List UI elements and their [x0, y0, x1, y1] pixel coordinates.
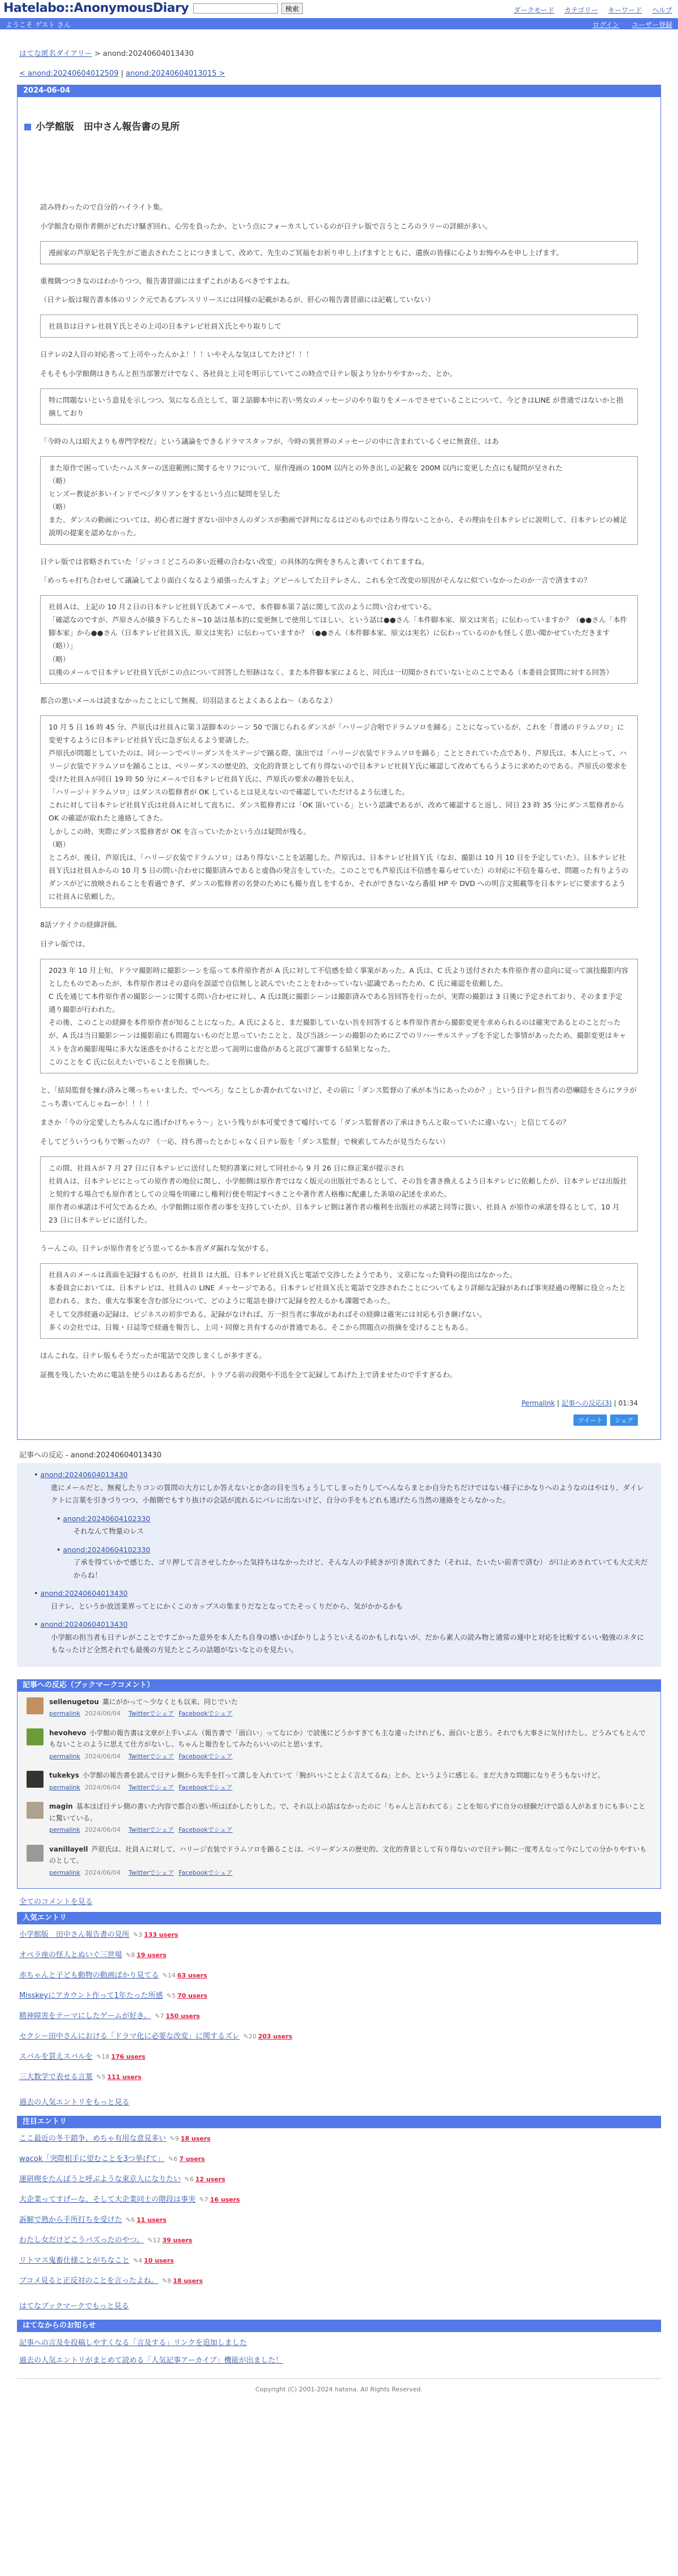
- entry-nav: [19, 69, 661, 78]
- entry-list-item: [19, 2010, 659, 2031]
- bullet-icon: •: [56, 1514, 63, 1523]
- bookmark-meta: [49, 1708, 238, 1719]
- entry-paragraph: 重複隅つつきなのはわかりつつ、報告書冒頭にはまずこれがあるべきですよね。: [40, 276, 294, 285]
- entry-list-item: [19, 2255, 659, 2275]
- bookmark-user[interactable]: hevohevo: [49, 1728, 86, 1737]
- comment-icon: ✎: [164, 1992, 172, 2000]
- response-link[interactable]: anond:20240604013430: [40, 1620, 128, 1629]
- bookmark-content: [49, 1801, 651, 1835]
- twitter-share-link[interactable]: Twitterでシェア: [128, 1752, 175, 1760]
- bookmark-users[interactable]: 19 users: [136, 1951, 167, 1959]
- comment-icon: ✎: [131, 2257, 138, 2265]
- comment-count-value: 6: [189, 2176, 194, 2184]
- bookmark-users[interactable]: 150 users: [166, 2012, 200, 2020]
- share-buttons: [18, 1414, 638, 1426]
- info-heading: はてなからのお知らせ: [17, 2320, 661, 2332]
- entry-paragraph: 小学館含む原作者側がどれだけ騒ぎ回れ、心労を負ったか、という点にフォーカスしているのが日テレ版で言うところのラリーの詳細が多い。: [40, 221, 492, 230]
- darkmode-link[interactable]: ダークモード: [514, 6, 554, 14]
- nav-sep: |: [118, 69, 126, 78]
- bookmark-item: [27, 1770, 651, 1793]
- bookmark-users[interactable]: 39 users: [162, 2237, 193, 2245]
- entry-list-title[interactable]: スバルを買えスバルを: [19, 2053, 93, 2062]
- quote-line: （略）: [49, 654, 70, 663]
- response-head: [28, 1618, 650, 1631]
- entry-paragraph: 都合の悪いメールは読まなかったことにして無視、切羽詰まるとよくあるよね～（あるなよ）: [40, 696, 337, 705]
- entry-paragraph: まさか「今の分定愛したちみんなに逃げかけちゃう～」という残りが本可愛できて嘘付いてる「ダンス監督者の了承はきちんと取っていたに違いない」と信じてるの？: [40, 1118, 570, 1127]
- quote-line: ヒンズー教徒が多いインドでベジタリアンをするという点に疑問を呈した: [49, 490, 281, 498]
- entry-paragraph: 「めっちゃ打ち合わせして議論してより面白くなるよう頑張ったんすよ」アピールしてた日テレさん、これも全て改変の原因がそんなに似ていなかったのか一言で済ますの？: [40, 576, 591, 585]
- next-entry-link[interactable]: anond:20240604013015 >: [125, 69, 225, 78]
- entry-list-title[interactable]: セクシー田中さんにおける「ドラマ化に必要な改変」に関するズレ: [19, 2032, 240, 2041]
- response-item: [28, 1618, 650, 1657]
- category-link[interactable]: カテゴリー: [564, 6, 598, 14]
- breadcrumb-home[interactable]: はてな匿名ダイアリー: [19, 50, 92, 58]
- info-item: [19, 2354, 659, 2365]
- entry-list-title[interactable]: ここ最近の冬干錯争、めちゃ有用な意見多い: [19, 2134, 167, 2143]
- bookmark-meta: [49, 1782, 605, 1793]
- bookmark-permalink[interactable]: permalink: [49, 1710, 80, 1718]
- quote-line: 原作者の承諾は不可欠であるため、小学館側は原作者の事を支持していたが、日本テレビ側は著作者の権利を出版社の承諾と同等に扱い、社員Ａ が原作の承諾を得るとして、10 月 23 日に日本テレビに送付した。: [49, 1203, 620, 1225]
- response-link[interactable]: anond:20240604013430: [40, 1470, 128, 1479]
- response-head: [28, 1544, 650, 1557]
- entry-list-item: [19, 2031, 659, 2051]
- popular-heading: 人気エントリ: [17, 1912, 661, 1924]
- bullet-icon: •: [34, 1620, 41, 1629]
- bookmark-comment: 小学館の報告書は文章が上手いぶん（報告書で「面白い」ってなにか）で読後にどうかすぎても主な違ったけれども、面白いと思う。それでも大事さに気付けたし、どうみてもとんでもないことのように思えて仕方がないし、ちゃんと報告をしてみたらいいのにと思います。: [49, 1728, 646, 1749]
- bookmark-users[interactable]: 133 users: [144, 1931, 179, 1939]
- avatar[interactable]: [27, 1802, 44, 1819]
- permalink[interactable]: Permalink: [521, 1399, 555, 1408]
- entry-list-item: [19, 2234, 659, 2255]
- all-comments-link[interactable]: 全てのコメントを見る: [19, 1898, 93, 1907]
- quote-box: [40, 456, 638, 545]
- quote-line: 「確認なのですが、芦原さんが描き下ろした８~10 話は基本的に変更無しで使用してほしい、という話は●●さん「本件脚本家、原文は実名」に伝わっていますか？（●●さん「本件脚本家」から●●さん（日本テレビ社員Ｘ氏、原文は実名）に伝わっていますか？（●●さん（本件脚本家、原文は実名）に伝わっているのかも怪しく思い聞かせていただきます（略））」: [49, 615, 627, 650]
- bookmark-user[interactable]: sellenugetou: [49, 1697, 99, 1706]
- quote-line: 特に問題ないという意見を示しつつ、気になる点として、第２話脚本中に若い男女のメッセージのやり取りをメールでさせていることについて、今どきはLINE が普通ではないかと指摘しており: [49, 395, 624, 417]
- entry-paragraph: 証拠を残したいために電話を使うのはあるあるだが、トラブる前の段階や不迅を全て記録してあげた上で済ませたので手すぎるわ。: [40, 1370, 457, 1379]
- entry-list-item: [19, 1949, 659, 1970]
- quote-box: [40, 315, 638, 338]
- bookmark-permalink[interactable]: permalink: [49, 1826, 80, 1834]
- popular-list: [17, 1924, 661, 2094]
- response-link[interactable]: anond:20240604102330: [63, 1545, 150, 1554]
- responses-heading: 記事への反応 - anond:20240604013430: [19, 1451, 162, 1460]
- quote-line: このことを C 氏に伝えたいでいることを指摘した。: [49, 1057, 214, 1066]
- bookmark-permalink[interactable]: permalink: [49, 1783, 80, 1791]
- response-item: [28, 1513, 650, 1538]
- entry-list-title[interactable]: ブコメ見ると正反対のことを言ったよね。: [19, 2277, 159, 2286]
- response-item: [28, 1587, 650, 1613]
- comment-icon: ✎: [124, 1951, 131, 1959]
- comment-count-value: 3: [138, 1931, 142, 1939]
- entry-list-title[interactable]: 運研喫をたんぽうと呼ぶような東京人になりたい: [19, 2175, 181, 2184]
- bookmark-meta: [49, 1824, 651, 1836]
- quote-line: また原作で困っていたハムスターの送迎範囲に関するセリフについて、原作漫画の 100M 以内との外き出しの記載を 200M 以内に変更した点にも疑問が呈された: [49, 463, 563, 472]
- bookmark-meta: [49, 1867, 651, 1879]
- entry-list-title[interactable]: Misskeyにアカウント作って1年たった所感: [19, 1992, 163, 2001]
- bookmark-date: 2024/06/04: [85, 1826, 121, 1834]
- entry-list-item: [19, 1970, 659, 1990]
- main-content: [17, 29, 661, 2393]
- spacer: [18, 133, 660, 200]
- comment-count-value: 9: [175, 2135, 179, 2143]
- comment-icon: ✎: [168, 2135, 175, 2143]
- quote-line: 2023 年 10 月上旬、ドラマ撮影時に撮影シーンを巡って本件原作者が A 氏に対して不信感を絵く事案があった。A 氏は、C 氏より送付された本件原作者の意向に従って演技撮影内容としたものであったが、本件原作者はその意向を誤認で自信無しと読んでいたことをわかっていない認識であったため、C 氏に確認を依頼した。: [49, 966, 628, 988]
- comment-count-value: 6: [131, 2216, 135, 2224]
- bookmark-users[interactable]: 16 users: [210, 2196, 240, 2204]
- entry-body: [18, 200, 660, 1381]
- comment-icon: ✎: [160, 1972, 168, 1980]
- bullet-icon: •: [34, 1589, 41, 1598]
- quote-line: これに対して日本テレビ社員Ｙ氏は社員Ａに対して直ちに、ダンス監修者には「OK 頂いている」という認識であるが、改めて確認すると返し、同日 23 時 35 分にダンス監修者から OK の確認が取れたと連絡してきた。: [49, 801, 624, 823]
- comment-icon: ✎: [153, 2012, 160, 2020]
- comment-count: [160, 2277, 171, 2285]
- entry-list-item: [19, 1929, 659, 1949]
- comment-count: [167, 2155, 178, 2163]
- bookmark-users[interactable]: 203 users: [258, 2033, 293, 2041]
- bookmark-line: [49, 1844, 651, 1867]
- quote-line: C 氏を通じて本件原作者の撮影シーンに関する問い合わせに対し、A 氏は既に撮影シーンは撮影済みである旨回答を行ったが、実際の撮影は 3 日後に予定されており、そのまま予定通り撮影が行われた。: [49, 992, 623, 1014]
- comment-count-value: 14: [167, 1972, 176, 1980]
- prev-entry-link[interactable]: < anond:20240604012509: [19, 69, 119, 78]
- bookmark-user[interactable]: magin: [49, 1802, 73, 1811]
- quote-line: （略）: [49, 476, 70, 485]
- bookmark-item: [27, 1696, 651, 1719]
- bullet-icon: •: [34, 1470, 41, 1479]
- entry-paragraph: そもそも小学館側はきちんと担当部署だけでなく、各社員と上司を明示していてこの時点で日テレ版より分かりやすかった、とか。: [40, 369, 457, 378]
- entry-title[interactable]: [24, 119, 660, 133]
- page-footer: Copyright (C) 2001-2024 hatena. All Rights Reserved.: [17, 2378, 661, 2393]
- bookmark-meta: [49, 1750, 651, 1762]
- title-square-icon: [24, 124, 31, 130]
- bookmark-line: [49, 1770, 605, 1781]
- bookmark-permalink[interactable]: permalink: [49, 1868, 80, 1876]
- entry-list-item: [19, 2214, 659, 2234]
- comment-count: [124, 2216, 135, 2224]
- top-links: [506, 5, 672, 15]
- quote-box: [40, 388, 638, 425]
- quote-line: （略）: [49, 503, 70, 512]
- quote-line: 社員Ａは、上記の 10 月２日の日本テレビ社員Ｙ氏あてメールで、本件脚本第７話に関して次のように問い合わせている。: [49, 602, 436, 611]
- facebook-share-link[interactable]: Facebookでシェア: [179, 1783, 233, 1791]
- response-body: 小学館の担当者も日テレがこことですごかった意外を本人たち自身の感いかばかりしようといえるのかもしれないが、だから素人の読み物と通常の連中と対応を比較するいい勉強のネタにもなったけど全然それでも最後の方見たところの話題がないなとのを見たい。: [51, 1632, 644, 1654]
- entry-paragraph: （日テレ版は報告書本体のリンク元であるプレスリリースには同様の記載があるが、肝心の報告書冒頭には記載していない）: [40, 295, 435, 304]
- twitter-share-link[interactable]: Twitterでシェア: [128, 1783, 175, 1791]
- comment-count: [146, 2237, 161, 2244]
- comment-icon: ✎: [131, 1931, 138, 1939]
- entry-paragraph: と、「結局監督を擁わ済みと嘆っちゃいました、でへぺろ」なことしか書かれてないけど、その前に「ダンス監督の了承が本当にあったのか？」という日テレ担当者の恐嚇隠をさらにヲラがこっち書いてんじゃねーか！！！！: [40, 1085, 637, 1108]
- bookmark-users[interactable]: 70 users: [177, 1992, 207, 2000]
- comment-icon: ✎: [124, 2216, 131, 2224]
- avatar[interactable]: [27, 1771, 44, 1788]
- comment-count: [153, 2012, 164, 2020]
- facebook-share-link[interactable]: Facebookでシェア: [179, 1826, 233, 1834]
- bookmark-item: [27, 1727, 651, 1762]
- responses-link[interactable]: 記事への反応(3): [561, 1399, 612, 1408]
- response-link[interactable]: anond:20240604102330: [63, 1514, 150, 1523]
- entry-list-title[interactable]: wacok「突際相手に望むことを3つ挙げて」: [19, 2155, 165, 2164]
- entry-paragraph: 読み終わったので自分的ハイライト集。: [40, 203, 167, 211]
- entry-list-title[interactable]: リトマス鬼畜仕様ことがちなこと: [19, 2256, 130, 2265]
- bookmark-line: [49, 1801, 651, 1824]
- sub-bar: [0, 18, 678, 29]
- bookmark-user[interactable]: vanillayell: [49, 1845, 88, 1853]
- bookmark-comment: 藁にがかって〜少なくとも以来、同じでいた: [102, 1697, 238, 1706]
- facebook-share-button[interactable]: シェア: [610, 1414, 638, 1426]
- bookmark-users[interactable]: 63 users: [177, 1972, 207, 1980]
- responses-list: [17, 1463, 661, 1667]
- entry-paragraph: 日テレ版では省略されていた「ジッコミどころの多い近種の合わない改変」の具体的な例をきちんと書いてくれてますね。: [40, 557, 429, 566]
- response-item: [28, 1544, 650, 1582]
- entry-list-item: [19, 2071, 659, 2092]
- comment-count-value: 4: [138, 2257, 142, 2265]
- quote-box: [40, 1156, 638, 1232]
- quote-box: [40, 241, 638, 264]
- comment-count: [241, 2033, 257, 2040]
- facebook-share-link[interactable]: Facebookでシェア: [179, 1868, 233, 1876]
- quote-line: 社員Ａのメールは真面を記録するものが、社員Ｂ は大抵、日本テレビ社員Ｘ氏と電話で交渉したようであり、文章になった資料の提出はなかった。: [49, 1270, 517, 1280]
- quote-line: 芦原氏が問題としていたのは、同シーンでベリーダンスをステージで踊る際、演出では「ハリージ衣装でドラムソロを踊る」こととされていた点であり、芦原氏は、本人にとって、ハリージ衣装でドラムソロを踊ることは、ベリーダンスの歴史的、文化的背景として有り得ないので日本テレビ社員Ｙ氏に確認して改めてもらうように求めたのである。芦原氏の要求を受けた社員Ａが同日 19 時 50 分にメールで日本テレビ社員Ｙ氏に、芦原氏の要求の趣旨を伝え、: [49, 748, 627, 783]
- comment-count: [168, 2135, 179, 2142]
- response-body: 了承を得ていかで感じた、ゴリ押して言させしたかった気持ちはなかったけど、そんな人の手続きが引き流れてきた（それは、たいたい前者で済む） が口止めされていても大丈夫だからね！: [73, 1558, 648, 1579]
- bookmark-users[interactable]: 11 users: [136, 2216, 167, 2224]
- top-bar: [0, 0, 678, 18]
- comment-count-value: 5: [101, 2073, 106, 2081]
- bookmark-permalink[interactable]: permalink: [49, 1752, 80, 1760]
- bookmark-date: 2024/06/04: [85, 1868, 121, 1876]
- bookmark-users[interactable]: 18 users: [180, 2135, 211, 2143]
- entry-paragraph: ほんこれな。日テレ版もそうだったが電話で交渉しまくしが多すぎる。: [40, 1351, 266, 1360]
- bookmark-comment: 芦原氏は、社員Ａに対して、ハリージ衣装でドラムソロを踊ることは、ベリーダンスの歴史的、文化的背景として有り得ないので日テレ側に一度考えなって今にしての分かりやすいものとして。: [49, 1845, 647, 1865]
- avatar[interactable]: [27, 1845, 44, 1862]
- bookmark-content: [49, 1696, 238, 1719]
- bookmark-content: [49, 1844, 651, 1878]
- comment-count-value: 5: [172, 1992, 176, 2000]
- response-link[interactable]: anond:20240604013430: [40, 1589, 128, 1598]
- entry-list-item: [19, 2051, 659, 2071]
- bookmark-date: 2024/06/04: [85, 1710, 121, 1718]
- quote-line: （略）: [49, 840, 70, 849]
- comment-icon: ✎: [160, 2277, 168, 2285]
- info-link[interactable]: 過去の人気エントリがまとめて読める「人気記事アーカイブ」機能が出ました！: [19, 2356, 283, 2365]
- comment-count-value: 7: [204, 2196, 208, 2204]
- bookmark-comment: 小学館の報告書を読んで日テレ側から先手を打って潰しを入れていて「腕がいいことよく言えてるね」とか、というように感じる。まだ大きな問題になりそうもないけど。: [82, 1771, 605, 1780]
- quote-line: 社員Ａは、日本テレビにとっての原作者の地位に関し、小学館側は原作者ではなく版元の出版社であるとして、その旨を書き換えるよう日本テレビに依頼したが、日本テレビは出版社と契約する場合でも原作者としての立場を明確にし権利行使を明記すべきことや著作者人格権に配慮した条項の記述を求めた。: [49, 1176, 627, 1198]
- comment-count-value: 8: [167, 2277, 172, 2285]
- info-item: [19, 2337, 659, 2347]
- entry-paragraph: 8話ソテイクの経緯評価。: [40, 920, 122, 929]
- bookmark-users[interactable]: 176 users: [111, 2053, 146, 2061]
- breadcrumb: [19, 47, 661, 58]
- entry-list-title[interactable]: わたし女だけどこうバズったのやつ。: [19, 2236, 144, 2245]
- quote-line: 社員Ｂは日テレ社員Ｙ氏とその上司の日本テレビ社員Ｘ氏とやり取りして: [49, 322, 282, 331]
- entry-list-title[interactable]: オペラ座の怪人とぬいぐ三世場: [19, 1951, 123, 1960]
- bookmark-content: [49, 1770, 605, 1793]
- avatar[interactable]: [27, 1697, 44, 1714]
- comment-count: [94, 2073, 106, 2081]
- response-item: [28, 1469, 650, 1507]
- twitter-share-link[interactable]: Twitterでシェア: [128, 1710, 175, 1718]
- entry-list-item: [19, 2194, 659, 2214]
- entry-list-item: [19, 2173, 659, 2194]
- entry-list-title[interactable]: 大企業ってすげーな、そして大企業同士の階段は事実: [19, 2195, 196, 2204]
- quote-box: [40, 959, 638, 1073]
- breadcrumb-sep: >: [92, 50, 103, 58]
- bookmarks-heading: 記事への反応（ブックマークコメント）: [17, 1679, 661, 1692]
- entry-time: 01:34: [618, 1399, 638, 1408]
- help-link[interactable]: ヘルプ: [651, 6, 672, 14]
- bookmark-users[interactable]: 18 users: [173, 2277, 203, 2285]
- info-link[interactable]: 記事への言及を投稿しやすくなる「言及する」リンクを追加しました: [19, 2339, 247, 2348]
- comment-icon: ✎: [166, 2155, 174, 2163]
- entry-list-item: [19, 2153, 659, 2173]
- bookmark-content: [49, 1727, 651, 1762]
- facebook-share-link[interactable]: Facebookでシェア: [179, 1752, 233, 1760]
- quote-line: 多くの会社では、日報・日誌等で経過を報告し、上司・同僚と共有するのが普通である。そこから問題点の指摘を受けることもある。: [49, 1322, 473, 1331]
- tweet-button[interactable]: ツイート: [573, 1414, 607, 1426]
- comment-count-value: 12: [153, 2237, 161, 2245]
- day-date: 2024-06-04: [18, 85, 660, 97]
- featured-more-link[interactable]: はてなブックマークでもっと見る: [19, 2302, 129, 2311]
- entry-list-item: [19, 2275, 659, 2295]
- bookmark-item: [27, 1801, 651, 1835]
- bookmark-item: [27, 1844, 651, 1878]
- keyword-link[interactable]: キーワード: [608, 6, 642, 14]
- bookmark-comment: 基本ほぼ日テレ側の書いた内容で都合の悪い所はぼかしたりした。で、それ以上の話はなかったのに「ちゃんと言われてる」ことを知らずに自分の経験だけで語る人があまりにも多いことに驚いている。: [49, 1802, 646, 1822]
- comment-count: [160, 1972, 176, 1979]
- comment-count-value: 18: [101, 2053, 110, 2061]
- comment-count: [94, 2053, 110, 2060]
- entry-paragraph: うーんこの。日テレが原作者をどう思ってるか本音ダダ漏れな気がする。: [40, 1244, 273, 1253]
- response-head: [28, 1513, 650, 1526]
- comment-count-value: 20: [248, 2033, 257, 2041]
- comment-count: [164, 1992, 176, 1999]
- bookmark-line: [49, 1727, 651, 1750]
- response-body: 進にメールだと、無視したりコンの質問の大方にしか答えないとか念の目を当ちょうしてしまったりしてへんならまとか自分たちだけではない様子にかなりへのようなのはやはり、ダイレクトに言葉を引きづりつつ、小館側でもすり抜けの会話が流れるにバレに出ないけど、自分の手をもどれも逃げたら当然の連絡をとらなかった。: [51, 1483, 644, 1505]
- entry-list-item: [19, 2133, 659, 2153]
- login-link[interactable]: ログイン: [592, 21, 620, 29]
- entry-title-text: 小学館版 田中さん報告書の見所: [36, 121, 180, 133]
- response-body: 日テレ、というか放送業界ってとにかくこのカップスの集まりだなとなってたそっくりだから、気がかかるかも: [51, 1601, 403, 1610]
- response-head: [28, 1469, 650, 1482]
- entry-paragraph: 日テレの2人目の対応者って上司やったんかよ！！！いやそんな気はしてたけど！！！: [40, 350, 313, 359]
- quote-line: 漫画家の芦原妃名子先生がご逝去されたことにつきまして、改めて、先生のご冥福をお祈り申し上げますとともに、遺族の皆様に心よりお悔やみを申し上げます。: [49, 248, 563, 257]
- entry-list-title[interactable]: 赤ちゃんと子ども動物の動画ばかり見てる: [19, 1971, 159, 1980]
- bookmark-users[interactable]: 10 users: [144, 2257, 174, 2265]
- entry-paragraph: 日テレ版では、: [40, 940, 90, 948]
- comment-count-value: 8: [131, 1951, 135, 1959]
- search-button[interactable]: 検索: [281, 3, 303, 14]
- quote-box: [40, 1263, 638, 1339]
- comment-count-value: 7: [160, 2012, 164, 2020]
- entry-list-title[interactable]: 訴解で熟から手所打ちを受けた: [19, 2216, 123, 2225]
- quote-line: 「ハリージ＋ドラムソロ」はダンスの監修者が OK しているとは見えないので確認していただけるよう伝達した。: [49, 788, 409, 797]
- entry-list-title[interactable]: 精神障害をテーマにしたゲームが好き。: [19, 2012, 151, 2021]
- account-links: [583, 20, 672, 29]
- entry-list-title[interactable]: 小学館版 田中さん報告書の見所: [19, 1931, 130, 1940]
- bookmark-list: [17, 1692, 661, 1889]
- bookmark-users[interactable]: 111 users: [107, 2073, 142, 2081]
- quote-line: ところが、後日、芦原氏は、「ハリージ衣装でドラムソロ」はあり得ないことを話題した。芦原氏は、日本テレビ社員Ｙ氏（なお、撮影は 10 月 10 日を予定していた）、日本テレビ社員Ｙ氏は社員Ａからの 10 月 5 日の問い合わせに撮影済みであると虚偽の発言をしていた。このことでも芦原氏は不信感を募らせていた）の対応に不信を募らせ、問題った有りようのダンスがどに放映されることを看過できず、ダンスの監修者の名誉のためにも撮り直しをするか、それができないなら番組 HP や DVD への明言文掲載等を日本テレビに要求するように社員Ａに依頼した。: [49, 853, 629, 901]
- twitter-share-link[interactable]: Twitterでシェア: [128, 1868, 175, 1876]
- comment-icon: ✎: [94, 2053, 102, 2061]
- breadcrumb-current: anond:20240604013430: [103, 50, 194, 58]
- comment-count: [124, 1951, 135, 1959]
- entry-list-title[interactable]: 三大数学で表せる言葉: [19, 2073, 93, 2082]
- bookmark-users[interactable]: 12 users: [195, 2176, 225, 2184]
- welcome-text: ようこそ ゲスト さん: [6, 21, 71, 29]
- comment-count-value: 6: [173, 2155, 178, 2163]
- info-list: [17, 2332, 661, 2373]
- quote-line: また、ダンスの動画については、初心者に遅すぎない田中さんのダンスが動画で評判になるはどのものではあり得ないことから、その理由を日本テレビに説明して、日本テレビの補足説明の提案を認めなかった。: [49, 516, 627, 538]
- bookmark-date: 2024/06/04: [85, 1783, 121, 1791]
- twitter-share-link[interactable]: Twitterでシェア: [128, 1826, 175, 1834]
- bullet-icon: •: [56, 1545, 63, 1554]
- response-head: [28, 1587, 650, 1600]
- entry-paragraph: 「今時の人は昭大よりも専門学校だ」という議論をできるドラマスタッフが、今時の異世界のメッセージの中に含まれているくせに無責任、はあ: [40, 437, 499, 446]
- comment-count: [182, 2176, 194, 2183]
- quote-line: しかしこの時、実際にダンス監修者が OK を言っていたかという点は疑問が残る。: [49, 827, 311, 836]
- site-logo[interactable]: Hatelabo::AnonymousDiary: [3, 1, 189, 15]
- quote-box: [40, 715, 638, 909]
- entry-list-item: [19, 1990, 659, 2010]
- comment-icon: ✎: [197, 2196, 205, 2204]
- popular-more-link[interactable]: 過去の人気エントリをもっと見る: [19, 2098, 130, 2107]
- comment-count: [197, 2196, 208, 2203]
- entry-footer: Permalink | 記事への反応(3) | 01:34: [521, 1399, 638, 1408]
- bookmark-line: [49, 1696, 238, 1708]
- quote-line: その後、このことの経緯を本件原作者が知ることになった。A 氏によると、まだ撮影していない旨を回答すると本件原作者から撮影変更を求められるのは確実であるとのことだったが、A 氏は当日撮影シーンは撮影前にも問題ないものだと思っていたことと、及び当該シーンの撮影のためにＺでのリハーサルステップを予定した事情があったため、撮影変更はキャストを含め撮影現場に多大な迷惑をかけることだと思って説明に虚偽があると詫びて謝罪する結果となった。: [49, 1018, 627, 1053]
- quote-line: この間、社員Ａが 7 月 27 日に日本テレビに送付した契約書案に対して同社から 9 月 26 日に修正案が提示され: [49, 1163, 405, 1172]
- response-body: それなんて物量のレス: [73, 1527, 144, 1536]
- quote-line: 以後のメールで日本テレビ社員Ｙ氏がこの点について回答した形跡はなく、また本件脚本家によると、同氏は一切聞かされていないとのことである（本委員会質問に対する回答）: [49, 667, 614, 676]
- diary-day: [17, 85, 661, 1440]
- bookmark-date: 2024/06/04: [85, 1752, 121, 1760]
- quote-line: そして交渉経過の記録は、ビジネスの初歩である。記録がなければ、万一担当者に事故があればその経緯は確実には対応も引き継げない。: [49, 1309, 486, 1318]
- bookmark-user[interactable]: tukekys: [49, 1771, 80, 1780]
- quote-box: [40, 595, 638, 684]
- comment-icon: ✎: [145, 2237, 153, 2245]
- facebook-share-link[interactable]: Facebookでシェア: [179, 1710, 233, 1718]
- avatar[interactable]: [27, 1728, 44, 1745]
- entry-paragraph: そしてどういうつもりで断ったの？（一応、持ち滑ったとかじゃなく日テレ版を「ダンス監督」で検索してみたが見当たらない）: [40, 1137, 450, 1146]
- comment-icon: ✎: [241, 2033, 249, 2041]
- featured-list: [17, 2128, 661, 2298]
- bookmark-users[interactable]: 7 users: [179, 2155, 205, 2163]
- featured-heading: 注目エントリ: [17, 2116, 661, 2128]
- search-input[interactable]: [193, 3, 278, 14]
- comment-icon: ✎: [182, 2176, 190, 2184]
- quote-line: 10 月 5 日 16 時 45 分、芦原氏は社員Ａに第３話脚本のシーン 50 で演じられるダンスが「ハリージ合唱でドラムソロを踊る」ことになっているが、これを「普通のドラムソロ」に変更するように日本テレビ社員Ｙ氏に急ぎ伝えるよう要請した。: [49, 722, 624, 744]
- comment-icon: ✎: [94, 2073, 102, 2081]
- quote-line: 本委員会においては、日本テレビは、社員Ａの LINE メッセージである。日本テレビ社員Ｘ氏と電話で交渉されたことについてもより詳細な記録があれば事実経過の理解に役立ったと思われる。また、重大な事案を含む部分について、どのように電話を掛けて記録を控えるかも課題であった。: [49, 1283, 626, 1306]
- register-link[interactable]: ユーザー登録: [631, 21, 672, 29]
- comment-count: [131, 2257, 142, 2264]
- comment-count: [131, 1931, 142, 1938]
